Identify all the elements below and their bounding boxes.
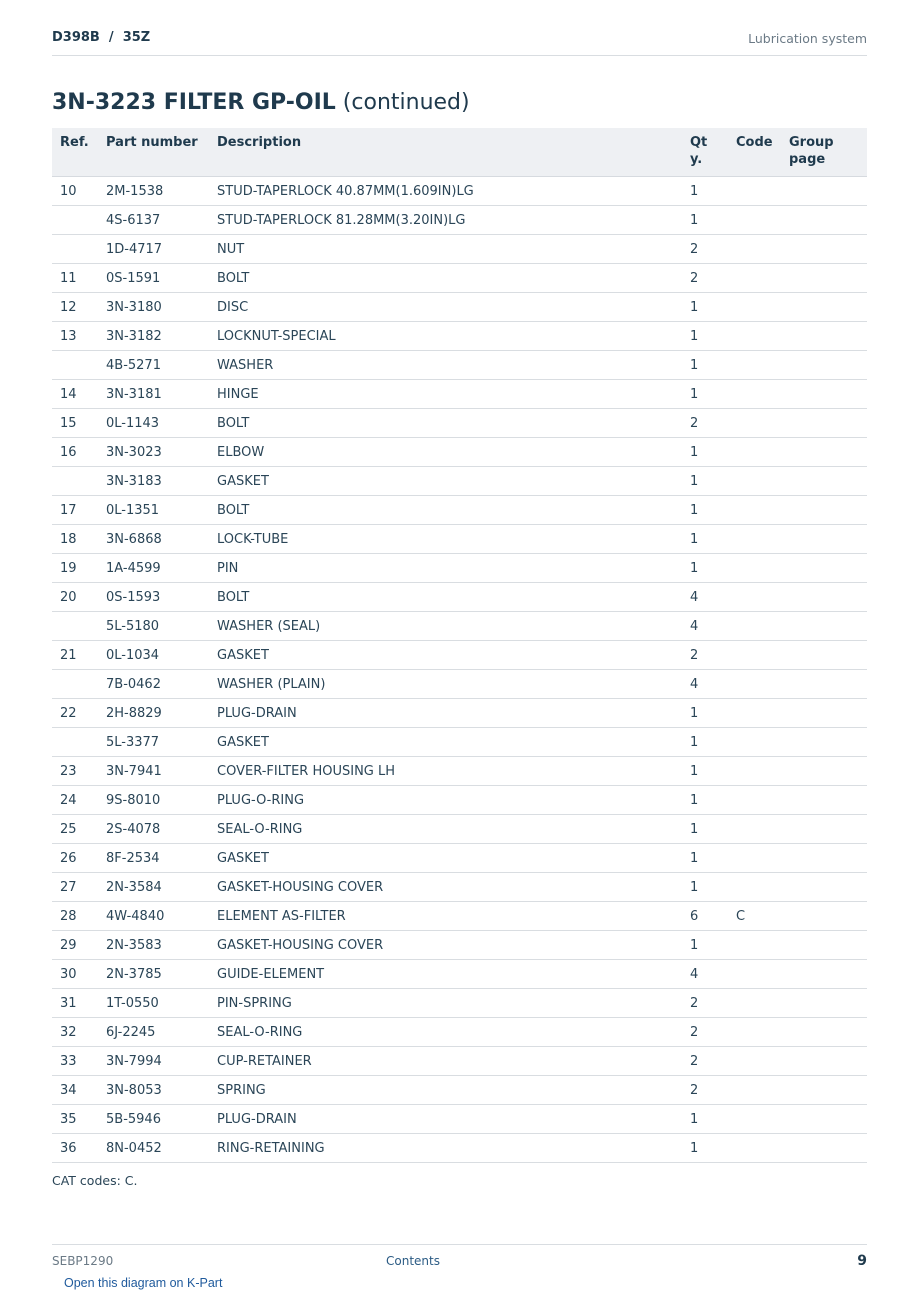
cell-description: WASHER (PLAIN): [209, 670, 682, 699]
table-row: [52, 931, 867, 960]
cell-ref: 19: [52, 554, 98, 583]
col-header-part-number: Part number: [98, 128, 209, 177]
cell-ref: 28: [52, 902, 98, 931]
cell-ref: [52, 206, 98, 235]
cell-ref: [52, 235, 98, 264]
cell-description: ELEMENT AS-FILTER: [209, 902, 682, 931]
cell-group-page: [781, 960, 867, 989]
cell-code: [728, 525, 781, 554]
cell-ref: 30: [52, 960, 98, 989]
cell-qty: 1: [682, 322, 728, 351]
table-row: [52, 1105, 867, 1134]
cell-part-number: 0L-1034: [98, 641, 209, 670]
cell-group-page: [781, 554, 867, 583]
cell-group-page: [781, 293, 867, 322]
table-row: [52, 902, 867, 931]
cat-codes-note: CAT codes: C.: [52, 1173, 138, 1188]
cell-qty: 1: [682, 438, 728, 467]
cell-part-number: 5B-5946: [98, 1105, 209, 1134]
cell-description: PIN: [209, 554, 682, 583]
cell-ref: 14: [52, 380, 98, 409]
cell-ref: 20: [52, 583, 98, 612]
cell-group-page: [781, 1047, 867, 1076]
cell-qty: 1: [682, 1105, 728, 1134]
cell-code: [728, 757, 781, 786]
cell-part-number: 3N-3183: [98, 467, 209, 496]
cell-ref: [52, 467, 98, 496]
cell-code: [728, 1134, 781, 1163]
cell-description: SEAL-O-RING: [209, 1018, 682, 1047]
cell-description: GASKET: [209, 467, 682, 496]
table-row: [52, 786, 867, 815]
cell-qty: 1: [682, 1134, 728, 1163]
cell-ref: 13: [52, 322, 98, 351]
cell-part-number: 3N-7994: [98, 1047, 209, 1076]
cell-part-number: 6J-2245: [98, 1018, 209, 1047]
table-row: [52, 612, 867, 641]
cell-code: [728, 670, 781, 699]
cell-part-number: 4W-4840: [98, 902, 209, 931]
cell-qty: 2: [682, 1018, 728, 1047]
cell-part-number: 2H-8829: [98, 699, 209, 728]
cell-group-page: [781, 902, 867, 931]
cell-qty: 1: [682, 844, 728, 873]
cell-qty: 1: [682, 873, 728, 902]
cell-description: CUP-RETAINER: [209, 1047, 682, 1076]
cell-part-number: 3N-7941: [98, 757, 209, 786]
table-body: [52, 177, 867, 1163]
cell-code: [728, 728, 781, 757]
cell-code: [728, 206, 781, 235]
cell-part-number: 8F-2534: [98, 844, 209, 873]
cell-group-page: [781, 235, 867, 264]
cell-group-page: [781, 989, 867, 1018]
cell-part-number: 9S-8010: [98, 786, 209, 815]
cell-part-number: 1D-4717: [98, 235, 209, 264]
cell-qty: 4: [682, 960, 728, 989]
cell-part-number: 7B-0462: [98, 670, 209, 699]
cell-code: [728, 989, 781, 1018]
cell-group-page: [781, 264, 867, 293]
cell-group-page: [781, 467, 867, 496]
table-row: [52, 322, 867, 351]
cell-group-page: [781, 641, 867, 670]
cell-part-number: 3N-6868: [98, 525, 209, 554]
cell-group-page: [781, 206, 867, 235]
cell-description: GASKET: [209, 844, 682, 873]
cell-qty: 2: [682, 1047, 728, 1076]
table-row: [52, 467, 867, 496]
table-row: [52, 206, 867, 235]
cell-ref: [52, 612, 98, 641]
cell-ref: 35: [52, 1105, 98, 1134]
cell-part-number: 2M-1538: [98, 177, 209, 206]
cell-group-page: [781, 728, 867, 757]
cell-group-page: [781, 1076, 867, 1105]
cell-part-number: 3N-8053: [98, 1076, 209, 1105]
cell-qty: 1: [682, 496, 728, 525]
cell-ref: 15: [52, 409, 98, 438]
cell-description: GASKET-HOUSING COVER: [209, 931, 682, 960]
table-row: [52, 670, 867, 699]
table-row: [52, 235, 867, 264]
table-row: [52, 525, 867, 554]
cell-description: PLUG-O-RING: [209, 786, 682, 815]
cell-part-number: 8N-0452: [98, 1134, 209, 1163]
cell-group-page: [781, 409, 867, 438]
cell-qty: 1: [682, 177, 728, 206]
table-header-row: [52, 128, 867, 177]
cell-part-number: 5L-3377: [98, 728, 209, 757]
cell-description: COVER-FILTER HOUSING LH: [209, 757, 682, 786]
cell-group-page: [781, 757, 867, 786]
cell-part-number: 3N-3023: [98, 438, 209, 467]
cell-code: [728, 960, 781, 989]
cell-part-number: 0L-1143: [98, 409, 209, 438]
cell-description: PLUG-DRAIN: [209, 699, 682, 728]
cell-qty: 4: [682, 612, 728, 641]
cell-qty: 2: [682, 1076, 728, 1105]
cell-group-page: [781, 177, 867, 206]
table-row: [52, 757, 867, 786]
cell-ref: 16: [52, 438, 98, 467]
cell-ref: [52, 670, 98, 699]
table-row: [52, 351, 867, 380]
cell-part-number: 3N-3181: [98, 380, 209, 409]
table-row: [52, 844, 867, 873]
cell-ref: 21: [52, 641, 98, 670]
cell-ref: 23: [52, 757, 98, 786]
cell-ref: 22: [52, 699, 98, 728]
cell-code: [728, 1076, 781, 1105]
page-title: [52, 90, 470, 115]
cell-group-page: [781, 351, 867, 380]
cell-qty: 1: [682, 554, 728, 583]
cell-qty: 2: [682, 235, 728, 264]
cell-group-page: [781, 699, 867, 728]
cell-group-page: [781, 786, 867, 815]
cell-group-page: [781, 583, 867, 612]
cell-part-number: 4B-5271: [98, 351, 209, 380]
table-row: [52, 496, 867, 525]
page-title-main: 3N-3223 FILTER GP-OIL: [52, 90, 336, 115]
cell-group-page: [781, 1018, 867, 1047]
cell-ref: [52, 728, 98, 757]
contents-link[interactable]: Contents: [386, 1254, 440, 1268]
cell-ref: 31: [52, 989, 98, 1018]
cell-ref: 17: [52, 496, 98, 525]
cell-ref: 25: [52, 815, 98, 844]
cell-description: RING-RETAINING: [209, 1134, 682, 1163]
cell-group-page: [781, 844, 867, 873]
cell-code: [728, 815, 781, 844]
cell-description: PLUG-DRAIN: [209, 1105, 682, 1134]
table-row: [52, 293, 867, 322]
cell-code: [728, 380, 781, 409]
cell-ref: 12: [52, 293, 98, 322]
cell-qty: 1: [682, 931, 728, 960]
cell-group-page: [781, 931, 867, 960]
cell-qty: 1: [682, 206, 728, 235]
cell-qty: 2: [682, 641, 728, 670]
cell-code: [728, 467, 781, 496]
table-row: [52, 554, 867, 583]
cell-qty: 1: [682, 525, 728, 554]
cell-ref: 34: [52, 1076, 98, 1105]
cell-ref: 27: [52, 873, 98, 902]
cell-qty: 2: [682, 409, 728, 438]
cell-group-page: [781, 612, 867, 641]
cell-part-number: 1A-4599: [98, 554, 209, 583]
cell-ref: 24: [52, 786, 98, 815]
cell-part-number: 1T-0550: [98, 989, 209, 1018]
cell-part-number: 4S-6137: [98, 206, 209, 235]
cell-part-number: 5L-5180: [98, 612, 209, 641]
col-header-description: Description: [209, 128, 682, 177]
page-title-suffix: (continued): [335, 90, 470, 115]
table-row: [52, 815, 867, 844]
cell-code: [728, 409, 781, 438]
cell-code: [728, 351, 781, 380]
cell-qty: 1: [682, 467, 728, 496]
cell-description: STUD-TAPERLOCK 40.87MM(1.609IN)LG: [209, 177, 682, 206]
cell-description: BOLT: [209, 583, 682, 612]
table-row: [52, 177, 867, 206]
model-label: D398B / 35Z: [52, 30, 151, 45]
cell-code: [728, 612, 781, 641]
cell-ref: 32: [52, 1018, 98, 1047]
cell-qty: 1: [682, 293, 728, 322]
cell-code: [728, 873, 781, 902]
cell-code: [728, 1105, 781, 1134]
cell-description: DISC: [209, 293, 682, 322]
page-header: [52, 28, 867, 56]
cell-code: [728, 699, 781, 728]
cell-code: [728, 293, 781, 322]
cell-description: BOLT: [209, 496, 682, 525]
section-label: Lubrication system: [748, 31, 867, 46]
cell-code: C: [728, 902, 781, 931]
cell-group-page: [781, 1134, 867, 1163]
cell-code: [728, 496, 781, 525]
cell-code: [728, 844, 781, 873]
cell-code: [728, 583, 781, 612]
cell-part-number: 3N-3182: [98, 322, 209, 351]
cell-qty: 2: [682, 989, 728, 1018]
cell-description: GUIDE-ELEMENT: [209, 960, 682, 989]
cell-group-page: [781, 496, 867, 525]
table-row: [52, 1134, 867, 1163]
cell-group-page: [781, 525, 867, 554]
cell-group-page: [781, 380, 867, 409]
cell-description: WASHER: [209, 351, 682, 380]
cell-code: [728, 641, 781, 670]
table-row: [52, 873, 867, 902]
cell-description: LOCK-TUBE: [209, 525, 682, 554]
kpart-diagram-link[interactable]: Open this diagram on K-Part: [64, 1276, 223, 1290]
cell-part-number: 2S-4078: [98, 815, 209, 844]
cell-ref: 11: [52, 264, 98, 293]
cell-part-number: 2N-3583: [98, 931, 209, 960]
cell-ref: 36: [52, 1134, 98, 1163]
cell-description: STUD-TAPERLOCK 81.28MM(3.20IN)LG: [209, 206, 682, 235]
cell-description: SEAL-O-RING: [209, 815, 682, 844]
table-row: [52, 380, 867, 409]
cell-qty: 1: [682, 757, 728, 786]
cell-group-page: [781, 670, 867, 699]
cell-group-page: [781, 815, 867, 844]
cell-qty: 1: [682, 380, 728, 409]
cell-ref: 26: [52, 844, 98, 873]
cell-description: GASKET: [209, 641, 682, 670]
cell-ref: 33: [52, 1047, 98, 1076]
cell-code: [728, 235, 781, 264]
cell-description: BOLT: [209, 264, 682, 293]
page-number: 9: [857, 1253, 867, 1269]
cell-code: [728, 177, 781, 206]
cell-code: [728, 786, 781, 815]
cell-code: [728, 322, 781, 351]
parts-table: [52, 128, 867, 1163]
table-row: [52, 1076, 867, 1105]
cell-group-page: [781, 438, 867, 467]
cell-description: SPRING: [209, 1076, 682, 1105]
cell-description: BOLT: [209, 409, 682, 438]
cell-ref: 10: [52, 177, 98, 206]
cell-part-number: 0S-1591: [98, 264, 209, 293]
table-row: [52, 989, 867, 1018]
cell-qty: 1: [682, 351, 728, 380]
cell-group-page: [781, 322, 867, 351]
cell-ref: 18: [52, 525, 98, 554]
cell-description: GASKET-HOUSING COVER: [209, 873, 682, 902]
cell-description: HINGE: [209, 380, 682, 409]
cell-part-number: 0L-1351: [98, 496, 209, 525]
cell-description: ELBOW: [209, 438, 682, 467]
cell-part-number: 3N-3180: [98, 293, 209, 322]
cell-ref: [52, 351, 98, 380]
cell-code: [728, 931, 781, 960]
cell-part-number: 2N-3785: [98, 960, 209, 989]
cell-group-page: [781, 1105, 867, 1134]
table-row: [52, 641, 867, 670]
cell-description: NUT: [209, 235, 682, 264]
cell-code: [728, 554, 781, 583]
cell-ref: 29: [52, 931, 98, 960]
cell-part-number: 2N-3584: [98, 873, 209, 902]
table-row: [52, 583, 867, 612]
table-row: [52, 1018, 867, 1047]
document-id: SEBP1290: [52, 1254, 114, 1268]
col-header-qty: Qty.: [682, 128, 728, 177]
table-row: [52, 699, 867, 728]
col-header-group-page: Group page: [781, 128, 867, 177]
cell-qty: 4: [682, 670, 728, 699]
cell-group-page: [781, 873, 867, 902]
cell-description: LOCKNUT-SPECIAL: [209, 322, 682, 351]
table-row: [52, 264, 867, 293]
cell-description: GASKET: [209, 728, 682, 757]
cell-qty: 1: [682, 786, 728, 815]
cell-qty: 2: [682, 264, 728, 293]
cell-code: [728, 1047, 781, 1076]
cell-description: PIN-SPRING: [209, 989, 682, 1018]
table-row: [52, 960, 867, 989]
col-header-code: Code: [728, 128, 781, 177]
cell-qty: 1: [682, 728, 728, 757]
cell-part-number: 0S-1593: [98, 583, 209, 612]
cell-qty: 1: [682, 815, 728, 844]
col-header-ref: Ref.: [52, 128, 98, 177]
cell-code: [728, 1018, 781, 1047]
cell-code: [728, 264, 781, 293]
table-row: [52, 438, 867, 467]
cell-qty: 6: [682, 902, 728, 931]
cell-qty: 1: [682, 699, 728, 728]
table-row: [52, 1047, 867, 1076]
cell-description: WASHER (SEAL): [209, 612, 682, 641]
table-row: [52, 728, 867, 757]
cell-qty: 4: [682, 583, 728, 612]
page-footer: [52, 1244, 867, 1275]
table-row: [52, 409, 867, 438]
cell-code: [728, 438, 781, 467]
